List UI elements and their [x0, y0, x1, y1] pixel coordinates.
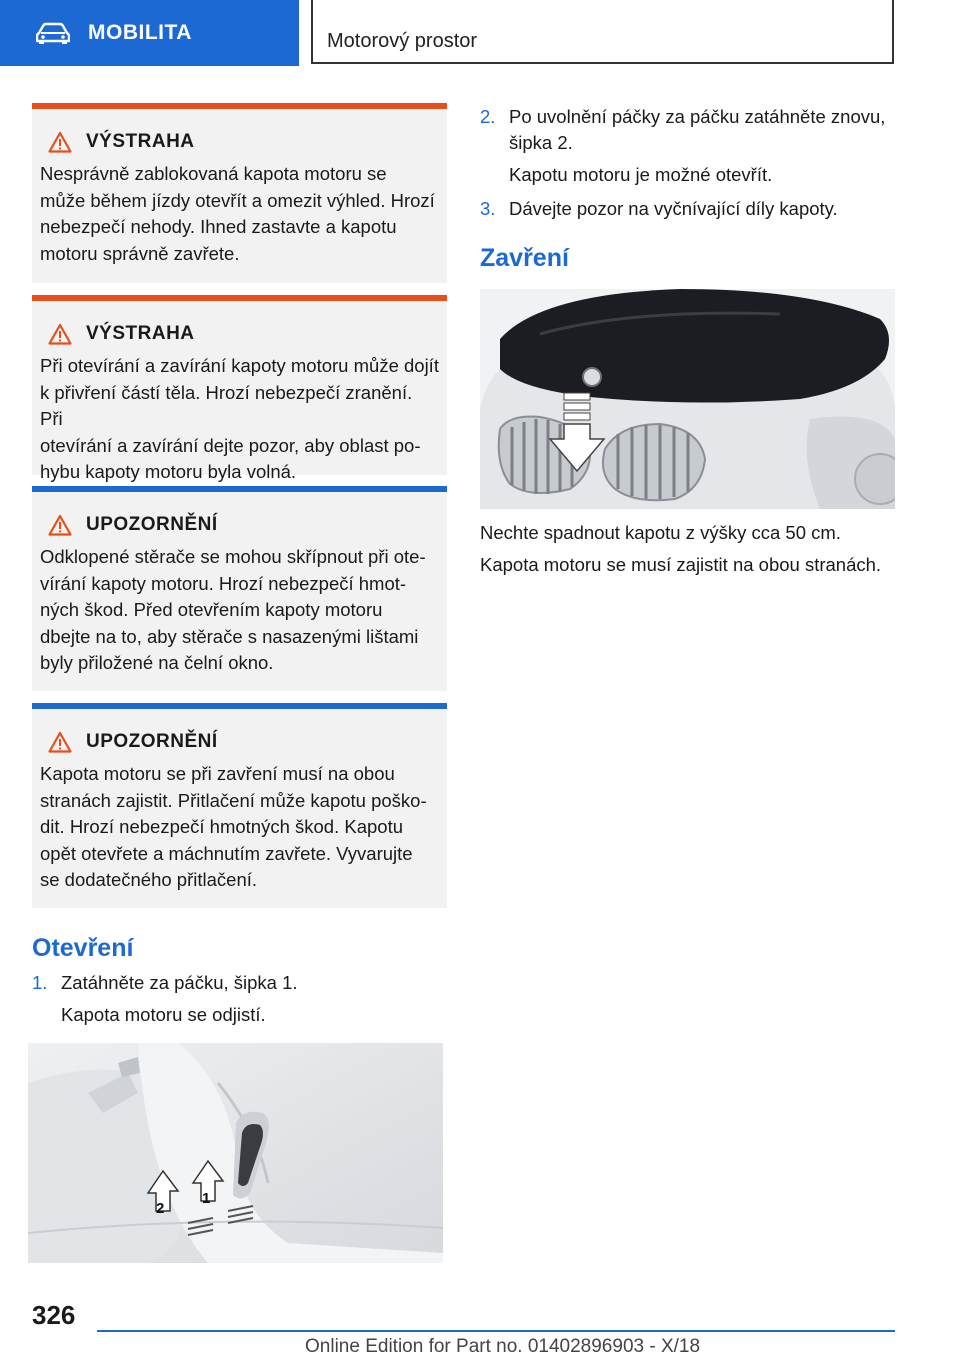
warning-box [32, 103, 447, 283]
chapter-title: Motorový prostor [327, 30, 478, 52]
caution-text: Kapota motoru se při zavření musí na obou stranách zajistit. Přitlačení může kapotu poško‐ dit. Hrozí nebezpečí hmotných škod. Kapotu opět otevřete a máchnutím zavřete. Vyvarujte se dodatečného přitlačení. [40, 763, 427, 890]
warning-triangle-icon [48, 731, 72, 753]
page-number: 326 [32, 1300, 76, 1330]
warning-heading [48, 131, 439, 153]
arrow-label-2: 2 [156, 1200, 165, 1217]
warning-triangle-icon [48, 323, 72, 345]
car-icon [36, 22, 70, 44]
warning-type: VÝSTRAHA [86, 131, 195, 152]
warning-box [32, 295, 447, 482]
footer-rule [97, 1330, 895, 1332]
chapter-tab [311, 0, 894, 64]
step-number: 3. [480, 198, 496, 219]
caution-box [32, 486, 447, 691]
step-text: Zatáhněte za páčku, šipka 1. [61, 972, 298, 993]
section-heading-open: Otevření [32, 934, 134, 962]
arrow-label-1: 1 [202, 1190, 211, 1207]
warning-type: VÝSTRAHA [86, 323, 195, 344]
step-2 [480, 104, 910, 194]
section-heading-close: Zavření [480, 244, 569, 272]
caution-type: UPOZORNĚNÍ [86, 731, 218, 752]
release-lever-figure [28, 1043, 443, 1263]
step-number: 1. [32, 972, 48, 993]
section-tab [0, 0, 299, 66]
warning-triangle-icon [48, 131, 72, 153]
caution-heading [48, 731, 439, 753]
step-number: 2. [480, 106, 496, 127]
warning-text: Při otevírání a zavírání kapoty motoru může dojít k přivření částí těla. Hrozí nebezpečí zranění. Při otevírání a zavírání dejte pozor, aby oblast po‐ hybu kapoty motoru byla volná. [40, 355, 439, 482]
hood-close-figure [480, 289, 895, 509]
caution-bar [32, 703, 447, 709]
close-instruction-1: Nechte spadnout kapotu z výšky cca 50 cm. [480, 522, 841, 543]
warning-heading [48, 323, 439, 345]
caution-heading [48, 514, 439, 536]
edition-note: Online Edition for Part no. 01402896903 - X/18 [305, 1336, 701, 1357]
warning-bar [32, 295, 447, 301]
step-text: Dávejte pozor na vyčnívající díly kapoty. [509, 198, 838, 219]
caution-bar [32, 486, 447, 492]
step-text: Po uvolnění páčky za páčku zatáhněte znovu, [509, 106, 886, 127]
close-instruction-2: Kapota motoru se musí zajistit na obou stranách. [480, 554, 882, 575]
step-text-continued: šipka 2. [509, 132, 573, 153]
warning-triangle-icon [48, 514, 72, 536]
warning-bar [32, 103, 447, 109]
step-result: Kapota motoru se odjistí. [61, 1004, 266, 1025]
caution-box [32, 703, 447, 908]
step-1 [32, 970, 452, 1030]
step-3 [480, 196, 910, 226]
section-title: MOBILITA [88, 21, 192, 44]
caution-type: UPOZORNĚNÍ [86, 514, 218, 535]
step-result: Kapotu motoru je možné otevřít. [509, 164, 773, 185]
warning-text: Nesprávně zablokovaná kapota motoru se může během jízdy otevřít a omezit výhled. Hrozí nebezpečí nehody. Ihned zastavte a kapotu motoru správně zavřete. [40, 163, 435, 264]
caution-text: Odklopené stěrače se mohou skřípnout při ote‐ vírání kapoty motoru. Hrozí nebezpečí hmot‐ ných škod. Před otevřením kapoty motoru dbejte na to, aby stěrače s nasazenými lištami byly přiložené na čelní okno. [40, 546, 426, 673]
